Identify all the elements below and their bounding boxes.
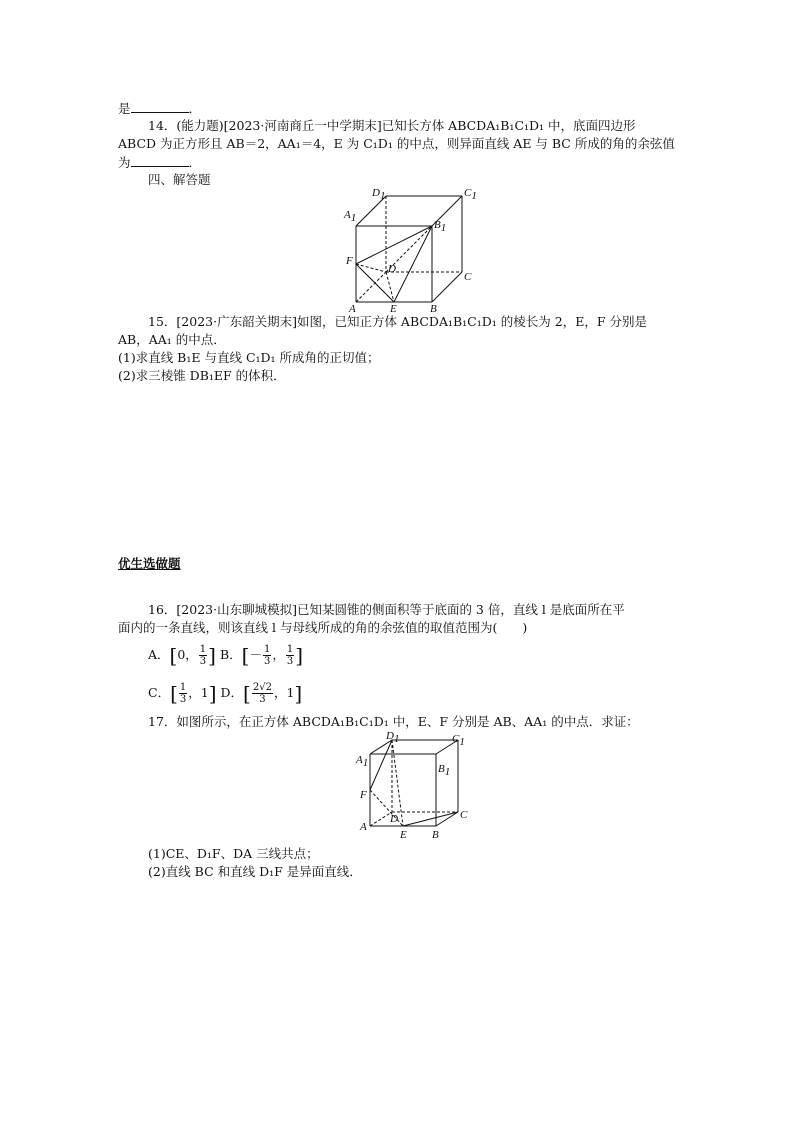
edge-b-c: [436, 812, 458, 826]
seg-f-e: [370, 790, 403, 826]
section-title: 四、解答题: [148, 172, 211, 187]
q17-part2: (2)直线 BC 和直线 D₁F 是异面直线．: [148, 864, 362, 879]
label-c1: C1: [452, 733, 465, 748]
option-b[interactable]: B．[－ $\frac{1}{3}$ ， $\frac{1}{3}$ ]: [219, 643, 304, 668]
section-title-optional: 优生选做题: [118, 556, 181, 571]
q15-line1: 15．[2023·广东韶关期末]如图，已知正方体 ABCDA₁B₁C₁D₁ 的棱长为 2，E，F 分别是: [148, 314, 647, 329]
label-b1: B1: [438, 763, 451, 778]
edge-a-d: [370, 812, 392, 826]
label-b1: B1: [434, 219, 447, 234]
q16-line1: 16．[2023·山东聊城模拟]已知某圆锥的侧面积等于底面的 3 倍，直线 l 是底面所在平: [148, 602, 625, 617]
option-d[interactable]: D．[ $\frac{2√2}{3}$ ，1]: [220, 681, 303, 706]
seg-f-b1: [356, 226, 432, 264]
answer-blank: [131, 100, 189, 113]
option-a-fraction: $\frac{1}{3}$: [199, 644, 207, 667]
option-a[interactable]: A．[0， $\frac{1}{3}$ ]: [148, 643, 216, 668]
label-f: F: [360, 789, 367, 801]
q16-line2: 面内的一条直线，则该直线 l 与母线所成的角的余弦值的取值范围为( ): [118, 620, 528, 635]
label-d: D: [390, 813, 398, 825]
q16-options-ab: [148, 644, 303, 667]
option-d-label: D．: [220, 685, 244, 700]
option-a-low: 0，: [177, 647, 198, 662]
option-c[interactable]: C．[ $\frac{1}{3}$ ，1]: [148, 681, 217, 706]
option-b-fraction-1: $\frac{1}{3}$: [263, 644, 271, 667]
option-b-label: B．: [219, 647, 242, 662]
cube-figure-1: [340, 182, 480, 314]
label-c: C: [460, 809, 468, 821]
label-c: C: [464, 271, 472, 283]
q15-part2: (2)求三棱锥 DB₁EF 的体积．: [118, 368, 286, 383]
q15-part1: (1)求直线 B₁E 与直线 C₁D₁ 所成角的正切值；: [118, 350, 380, 365]
option-c-fraction: $\frac{1}{3}$: [179, 682, 187, 705]
q14-line3-prefix: 为: [118, 155, 131, 170]
cube-figure-2: [352, 730, 482, 842]
label-d: D: [388, 263, 396, 275]
option-c-label: C．: [148, 685, 171, 700]
label-a: A: [360, 821, 367, 833]
edge-b-c: [432, 272, 462, 302]
label-a1: A1: [344, 209, 357, 224]
label-d1: D1: [372, 187, 386, 202]
q14-line3: [118, 154, 201, 171]
q16-options-cd: [148, 682, 302, 705]
answer-blank: [131, 154, 189, 167]
q14-line2: ABCD 为正方形且 AB＝2，AA₁＝4，E 为 C₁D₁ 的中点，则异面直线 AE 与 BC 所成的角的余弦值: [118, 136, 675, 151]
option-d-fraction: $\frac{2√2}{3}$: [252, 682, 272, 705]
label-f: F: [346, 255, 353, 267]
label-c1: C1: [464, 187, 477, 202]
option-a-label: A．: [148, 647, 170, 662]
label-a1: A1: [356, 754, 369, 769]
q15-line2: AB，AA₁ 的中点．: [118, 332, 226, 347]
label-b: B: [430, 303, 437, 314]
label-e: E: [400, 829, 407, 841]
q13-tail-text: 是: [118, 101, 131, 116]
q17-line1: 17．如图所示，在正方体 ABCDA₁B₁C₁D₁ 中，E、F 分别是 AB、AA₁ 的中点．求证：: [148, 714, 639, 729]
q14-line1: 14．(能力题)[2023·河南商丘一中学期末]已知长方体 ABCDA₁B₁C₁D₁ 中，底面四边形: [148, 118, 636, 133]
seg-b1-e: [394, 226, 432, 302]
q17-part1: (1)CE、D₁F、DA 三线共点；: [148, 846, 319, 861]
label-d1: D1: [386, 730, 400, 745]
seg-e-c: [403, 812, 458, 826]
label-a: A: [349, 303, 356, 314]
q13-tail: [118, 100, 201, 117]
label-e: E: [390, 303, 397, 314]
edge-a-d: [356, 272, 386, 302]
label-b: B: [432, 829, 439, 841]
q14-line3-suffix: ．: [188, 155, 202, 170]
option-b-fraction-2: $\frac{1}{3}$: [286, 644, 294, 667]
q13-tail-punct: ．: [188, 101, 202, 116]
